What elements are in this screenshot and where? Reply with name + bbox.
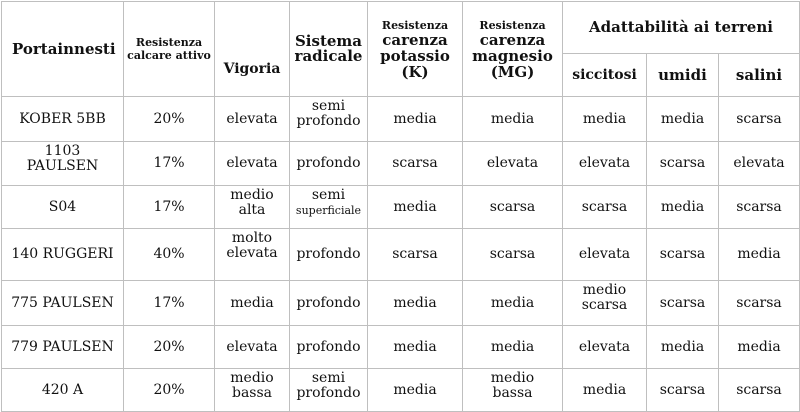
cell-salini: scarsa	[719, 281, 800, 326]
cell-vigoria: elevata	[215, 326, 290, 369]
cell-vigoria: medio alta	[215, 186, 290, 229]
cell-vigoria: elevata	[215, 142, 290, 186]
cell-umidi: media	[647, 186, 719, 229]
cell-vigoria: media	[215, 281, 290, 326]
cell-potassio: scarsa	[368, 229, 463, 281]
cell-calcare: 20%	[124, 97, 215, 142]
header-magnesio: Resistenza carenza magnesio (MG)	[463, 2, 563, 97]
table-row	[2, 326, 800, 369]
header-portainnesti: Portainnesti	[2, 2, 124, 97]
cell-salini: elevata	[719, 142, 800, 186]
cell-name: KOBER 5BB	[2, 97, 124, 142]
cell-name: 420 A	[2, 369, 124, 412]
header-umidi: umidi	[647, 54, 719, 97]
cell-salini: media	[719, 326, 800, 369]
cell-siccitosi: elevata	[563, 326, 647, 369]
cell-potassio: media	[368, 186, 463, 229]
cell-potassio: media	[368, 326, 463, 369]
cell-name: 779 PAULSEN	[2, 326, 124, 369]
cell-siccitosi: elevata	[563, 229, 647, 281]
cell-name: 775 PAULSEN	[2, 281, 124, 326]
cell-radicale: profondo	[290, 142, 368, 186]
cell-radicale: profondo	[290, 229, 368, 281]
cell-name: 1103 PAULSEN	[2, 142, 124, 186]
table-row	[2, 97, 800, 142]
cell-siccitosi: media	[563, 369, 647, 412]
rootstock-table	[1, 1, 800, 412]
cell-magnesio: scarsa	[463, 186, 563, 229]
cell-magnesio: scarsa	[463, 229, 563, 281]
cell-umidi: scarsa	[647, 229, 719, 281]
header-siccitosi: siccitosi	[563, 54, 647, 97]
cell-umidi: media	[647, 97, 719, 142]
header-potassio: Resistenza carenza potassio (K)	[368, 2, 463, 97]
cell-salini: media	[719, 229, 800, 281]
cell-siccitosi: medio scarsa	[563, 281, 647, 326]
cell-radicale: profondo	[290, 281, 368, 326]
cell-calcare: 17%	[124, 186, 215, 229]
cell-name: 140 RUGGERI	[2, 229, 124, 281]
cell-radicale: semi profondo	[290, 369, 368, 412]
cell-calcare: 17%	[124, 142, 215, 186]
cell-calcare: 20%	[124, 326, 215, 369]
cell-potassio: media	[368, 281, 463, 326]
cell-siccitosi: scarsa	[563, 186, 647, 229]
cell-radicale: semi superficiale	[290, 186, 368, 229]
header-vigoria: Vigoria	[215, 2, 290, 97]
cell-calcare: 20%	[124, 369, 215, 412]
cell-umidi: scarsa	[647, 281, 719, 326]
cell-calcare: 17%	[124, 281, 215, 326]
cell-vigoria: medio bassa	[215, 369, 290, 412]
cell-umidi: media	[647, 326, 719, 369]
cell-salini: scarsa	[719, 186, 800, 229]
cell-magnesio: media	[463, 281, 563, 326]
cell-umidi: scarsa	[647, 142, 719, 186]
cell-radicale: profondo	[290, 326, 368, 369]
cell-radicale: semi profondo	[290, 97, 368, 142]
cell-name: S04	[2, 186, 124, 229]
cell-vigoria: elevata	[215, 97, 290, 142]
table-row	[2, 369, 800, 412]
cell-magnesio: medio bassa	[463, 369, 563, 412]
cell-siccitosi: media	[563, 97, 647, 142]
cell-salini: scarsa	[719, 369, 800, 412]
header-adattabilita: Adattabilità ai terreni	[563, 2, 800, 54]
cell-potassio: media	[368, 97, 463, 142]
table-row	[2, 142, 800, 186]
table-row	[2, 281, 800, 326]
table-row	[2, 229, 800, 281]
cell-vigoria: molto elevata	[215, 229, 290, 281]
header-salini: salini	[719, 54, 800, 97]
cell-magnesio: media	[463, 97, 563, 142]
table-row	[2, 186, 800, 229]
header-resistenza-calcare: Resistenza calcare attivo	[124, 2, 215, 97]
cell-siccitosi: elevata	[563, 142, 647, 186]
cell-umidi: scarsa	[647, 369, 719, 412]
cell-salini: scarsa	[719, 97, 800, 142]
header-sistema-radicale: Sistema radicale	[290, 2, 368, 97]
cell-potassio: media	[368, 369, 463, 412]
cell-magnesio: elevata	[463, 142, 563, 186]
cell-potassio: scarsa	[368, 142, 463, 186]
cell-magnesio: media	[463, 326, 563, 369]
cell-calcare: 40%	[124, 229, 215, 281]
